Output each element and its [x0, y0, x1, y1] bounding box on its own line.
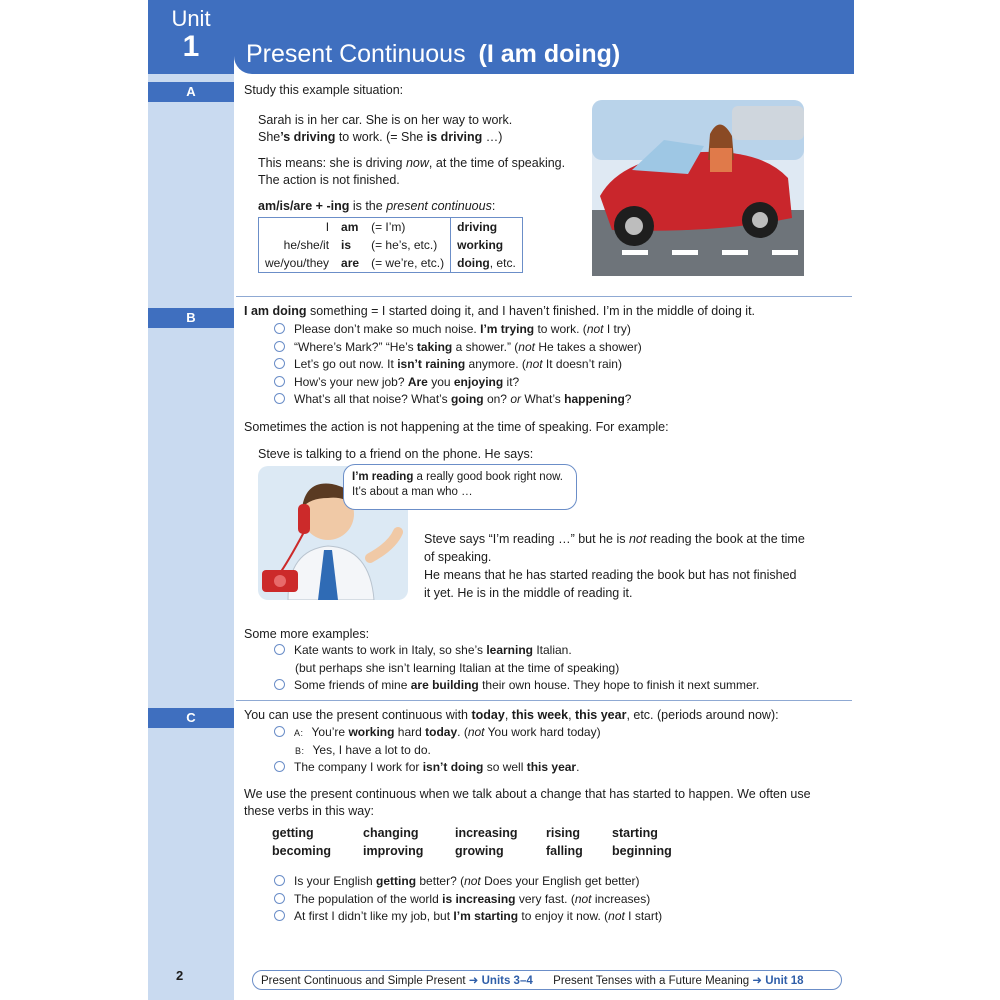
bold-run: am/is/are + -ing — [258, 199, 350, 213]
text-run: Some friends of mine — [294, 678, 411, 692]
bold-run: happening — [564, 392, 625, 406]
verb-word: increasing — [455, 826, 518, 840]
section-a-formula — [258, 198, 495, 215]
text-run: Let’s go out now. It — [294, 357, 398, 371]
explain-line2: of speaking. — [424, 550, 492, 564]
car-illustration — [592, 100, 804, 276]
section-b-intro — [244, 303, 755, 320]
text-run: , — [504, 708, 512, 722]
text-run: Kate wants to work in Italy, so she’s — [294, 643, 487, 657]
text-run: How’s your new job? — [294, 374, 408, 389]
italic-run: not — [628, 532, 647, 546]
text-run: , etc. — [489, 256, 516, 270]
bold-run: are building — [410, 678, 479, 692]
text-run: something = I started doing it, and I haven’t finished. I’m in the middle of doing it. — [306, 304, 756, 318]
verb-form-table — [258, 217, 523, 273]
text-run: so well — [483, 760, 527, 774]
italic-run: now — [405, 156, 429, 170]
bold-run: am — [341, 220, 359, 234]
bold-run: enjoying — [453, 374, 504, 389]
verb-word: changing — [363, 826, 419, 840]
text-run: At first I didn’t like my job, but — [294, 909, 454, 923]
text-run: it? — [503, 374, 520, 389]
page-title — [246, 40, 620, 69]
text-run: What’s — [521, 392, 565, 406]
text-run: I start) — [624, 909, 663, 923]
text-run: You’re — [311, 725, 349, 739]
bold-run: learning — [486, 643, 533, 657]
bold-run: is — [341, 238, 352, 252]
italic-run: not — [464, 874, 481, 888]
reference-text: Present Continuous and Simple Present — [261, 975, 469, 987]
explain-line1 — [424, 531, 805, 548]
list-item — [274, 891, 662, 909]
verb-word: getting — [272, 826, 314, 840]
italic-run: not — [467, 725, 485, 739]
verb-word: beginning — [612, 844, 672, 858]
table-row — [259, 254, 523, 273]
text-run: Is your English — [294, 874, 377, 888]
list-item — [274, 321, 642, 339]
verb-word: starting — [612, 826, 658, 840]
text-run: The company I work for — [294, 760, 423, 774]
italic-run: present continuous — [386, 199, 492, 213]
section-a-line2 — [258, 129, 502, 146]
text-run: You can use the present continuous with — [244, 708, 472, 722]
unit-word: Unit — [171, 6, 211, 31]
bullet-icon — [274, 726, 285, 737]
bold-run: driving — [457, 220, 498, 234]
text-run: “Where’s Mark?” “He’s — [294, 339, 417, 354]
bold-run: this week — [511, 708, 569, 722]
text-run: She — [258, 130, 281, 144]
verb-word: becoming — [272, 844, 332, 858]
list-item — [274, 391, 642, 409]
section-a-label: A — [148, 82, 234, 102]
bold-run: is increasing — [442, 891, 516, 906]
bold-run: is driving — [426, 130, 483, 144]
section-b-label: B — [148, 308, 234, 328]
table-cell: he/she/it — [283, 238, 330, 252]
bullet-icon — [274, 376, 285, 387]
text-run: their own house. They hope to finish it next summer. — [478, 678, 760, 692]
table-cell: (= we’re, etc.) — [371, 256, 445, 270]
section-c-final-list — [274, 873, 662, 926]
reference-text: Present Tenses with a Future Meaning — [553, 975, 753, 987]
text-run: a shower.” ( — [452, 339, 519, 354]
text-run: on? — [483, 392, 511, 406]
bold-run: I’m trying — [480, 322, 535, 336]
list-item — [274, 660, 759, 678]
margin-strip — [148, 0, 234, 1000]
italic-run: not — [574, 891, 592, 906]
table-row — [259, 218, 523, 237]
text-run: This means: she is driving — [258, 156, 406, 170]
table-cell — [451, 236, 523, 254]
bold-run: ’s driving — [280, 130, 336, 144]
text-run: Please don’t make so much noise. — [294, 322, 481, 336]
bullet-icon — [274, 393, 285, 404]
list-item — [274, 759, 601, 777]
table-cell: I — [325, 220, 330, 234]
text-run: increases) — [591, 891, 651, 906]
section-c-label: C — [148, 708, 234, 728]
title-bold: (I am doing) — [478, 40, 621, 68]
text-run: What’s all that noise? What’s — [294, 392, 451, 406]
bold-run: doing — [457, 256, 490, 270]
text-run: You work hard today) — [484, 725, 601, 739]
section-a-line3 — [258, 155, 565, 172]
text-run: Does your English get better) — [480, 874, 640, 888]
bold-run: Are — [407, 374, 428, 389]
text-run: ? — [624, 392, 632, 406]
list-item — [274, 374, 642, 392]
italic-run: not — [525, 357, 543, 371]
bullet-icon — [274, 323, 285, 334]
bold-run: working — [348, 725, 395, 739]
bold-run: I’m reading — [352, 471, 414, 483]
bullet-icon — [274, 893, 285, 904]
bullet-icon — [274, 679, 285, 690]
italic-run: not — [518, 339, 535, 354]
bullet-icon — [274, 341, 285, 352]
text-run: Italian. — [533, 643, 572, 657]
section-c-change1: We use the present continuous when we talk about a change that has started to happen. We often use — [244, 787, 811, 801]
text-run: you — [427, 374, 454, 389]
text-run: is the — [349, 199, 387, 213]
verb-word: falling — [546, 844, 583, 858]
table-cell: (= I’m) — [371, 220, 406, 234]
explain-line3: He means that he has started reading the book but has not finished — [424, 568, 797, 582]
bold-run: getting — [376, 874, 417, 888]
units-3-4-link[interactable]: Units 3–4 — [481, 975, 533, 987]
text-run: to enjoy it now. ( — [518, 909, 609, 923]
bold-run: this year — [575, 708, 627, 722]
section-b-example-list — [274, 321, 642, 409]
table-row — [259, 236, 523, 254]
list-item — [274, 873, 662, 891]
list-item — [274, 724, 601, 742]
bold-run: I’m starting — [453, 909, 519, 923]
bullet-icon — [274, 761, 285, 772]
bold-run: isn’t doing — [422, 760, 484, 774]
speech-line2: It’s about a man who … — [352, 486, 473, 498]
page-number: 2 — [176, 968, 184, 983]
text-run: …) — [482, 130, 503, 144]
bold-run: this year — [526, 760, 577, 774]
table-cell — [451, 218, 523, 237]
list-item — [274, 742, 601, 760]
list-item — [274, 677, 759, 695]
explain-line4: it yet. He is in the middle of reading it. — [424, 586, 633, 600]
bold-run: isn’t raining — [397, 357, 466, 371]
section-b-more: Some more examples: — [244, 627, 370, 641]
text-run: , etc. (periods around now): — [626, 708, 779, 722]
text-run: The population of the world — [294, 891, 443, 906]
table-cell: we/you/they — [265, 256, 330, 270]
section-a-line4: The action is not finished. — [258, 173, 400, 187]
table-cell — [335, 236, 365, 254]
text-run: Steve says “I’m reading …” but he is — [424, 532, 629, 546]
table-cell — [451, 254, 523, 273]
text-run: . ( — [457, 725, 468, 739]
list-item — [274, 356, 642, 374]
bullet-icon — [274, 358, 285, 369]
speech-bubble — [343, 464, 577, 510]
section-b-steve: Steve is talking to a friend on the phone. He says: — [258, 447, 534, 461]
text-run: (but perhaps she isn’t learning Italian at the time of speaking) — [295, 660, 620, 675]
bold-run: today — [425, 725, 458, 739]
section-b-sometimes: Sometimes the action is not happening at the time of speaking. For example: — [244, 420, 669, 434]
arrow-right-icon: ➜ — [468, 975, 479, 987]
text-run: a really good book right now. — [413, 471, 563, 483]
unit-number: 1 — [182, 30, 200, 63]
bullet-icon — [274, 644, 285, 655]
text-run: . — [576, 760, 580, 774]
title-text: Present Continuous — [246, 40, 466, 68]
section-b-more-list — [274, 642, 759, 695]
list-item — [274, 908, 662, 926]
italic-run: not — [608, 909, 625, 923]
cross-reference-bar — [252, 970, 842, 990]
table-cell: (= he’s, etc.) — [371, 238, 438, 252]
list-item — [274, 642, 759, 660]
text-run: anymore. ( — [465, 357, 526, 371]
section-divider — [236, 700, 852, 701]
text-run: Yes, I have a lot to do. — [312, 742, 431, 757]
verb-word: rising — [546, 826, 581, 840]
text-run: to work. ( — [534, 322, 587, 336]
text-run: I try) — [603, 322, 631, 336]
list-item — [274, 339, 642, 357]
section-c-intro — [244, 707, 779, 724]
italic-run: or — [510, 392, 521, 406]
text-run: It doesn’t rain) — [542, 357, 622, 371]
section-divider — [236, 296, 852, 297]
bold-run: are — [341, 256, 360, 270]
bullet-icon — [274, 875, 285, 886]
unit-18-link[interactable]: Unit 18 — [765, 975, 804, 987]
speaker-label: A: — [294, 728, 304, 738]
verb-word: growing — [455, 844, 504, 858]
section-c-dialog — [274, 724, 601, 777]
bullet-icon — [274, 910, 285, 921]
text-run: to work. (= She — [335, 130, 427, 144]
section-c-change2: these verbs in this way: — [244, 804, 374, 818]
speech-line1 — [352, 470, 568, 485]
section-a-intro: Study this example situation: — [244, 83, 404, 97]
table-cell — [335, 254, 365, 273]
bold-run: working — [457, 238, 504, 252]
speaker-label: B: — [295, 745, 305, 756]
bold-run: taking — [416, 339, 453, 354]
text-run: He takes a shower) — [534, 339, 642, 354]
text-run: , at the time of speaking. — [428, 156, 566, 170]
bold-run: going — [450, 392, 484, 406]
italic-run: not — [586, 322, 604, 336]
unit-box — [148, 0, 234, 74]
arrow-right-icon: ➜ — [752, 975, 763, 987]
text-run: very fast. ( — [515, 891, 575, 906]
text-run: hard — [394, 725, 426, 739]
table-cell — [335, 218, 365, 237]
section-a-line1: Sarah is in her car. She is on her way to work. — [258, 113, 513, 127]
text-run: : — [491, 199, 496, 213]
text-run: , — [568, 708, 576, 722]
verb-word: improving — [363, 844, 424, 858]
bold-run: I am doing — [244, 304, 307, 318]
text-run: reading the book at the time — [646, 532, 805, 546]
bold-run: today — [471, 708, 505, 722]
text-run: better? ( — [416, 874, 465, 888]
